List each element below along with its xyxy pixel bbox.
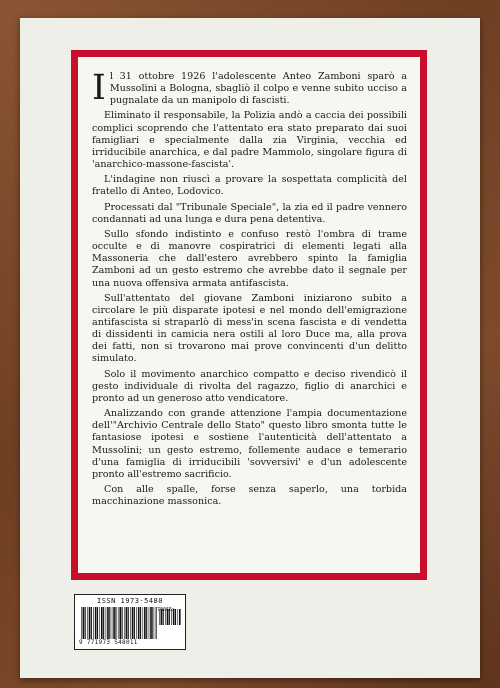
paragraph-3: L'indagine non riuscì a provare la sospettata complicità del fratello di Anteo, Lodovico. xyxy=(92,174,407,198)
paragraph-7: Solo il movimento anarchico compatto e deciso rivendicò il gesto individuale di rivolta del ragazzo, figlio di anarchici e pronto ad un generoso atto vendicatore. xyxy=(92,368,407,404)
barcode-label xyxy=(74,594,186,650)
drop-cap: I xyxy=(92,68,106,108)
paragraph-1: Il 31 ottobre 1926 l'adolescente Anteo Zamboni sparò a Mussolini a Bologna, sbagliò il colpo e venne subito ucciso a pugnalate da un manipolo di fascisti. xyxy=(92,68,407,108)
paragraph-8: Analizzando con grande attenzione l'ampia documentazione dell'"Archivio Centrale dello Stato" questo libro smonta tutte le fantasiose ipotesi e sostiene l'autenticità dell'attentato a Mussolini; un gesto estremo, follemente audace e temerario d'una famiglia di irriducibili 'sovversivi' e d'un adolescente pronto all'estremo sacrificio. xyxy=(92,408,407,480)
barcode-digits: 9 771973 548011 xyxy=(79,639,138,646)
paragraph-6: Sull'attentato del giovane Zamboni iniziarono subito a circolare le più disparate ipotesi e nel mondo dell'emigrazione antifascista si straparlò di mess'in scena fascista e di vendetta di dissidenti in camicia nera ostili al loro Duce ma, alla prova dei fatti, non si trovarono mai prove convincenti d'un delitto simulato. xyxy=(92,292,407,365)
blurb-text xyxy=(92,68,407,511)
issn-text: ISSN 1973-5480 xyxy=(96,597,163,605)
paragraph-4: Processati dal "Tribunale Speciale", la zia ed il padre vennero condannati ad una lunga e dura pena detentiva. xyxy=(92,201,407,225)
paragraph-9: Con alle spalle, forse senza saperlo, una torbida macchinazione massonica. xyxy=(92,484,407,508)
paragraph-2: Eliminato il responsabile, la Polizia andò a caccia dei possibili complici scoprendo che l'attentato era stato preparato dai suoi famigliari e specialmente dalla zia Virginia, vecchia ed irriducibile anarchica, e dal padre Mammolo, singolare figura di 'anarchico-massone-fascista'. xyxy=(92,110,407,171)
red-frame xyxy=(71,50,427,580)
paragraph-5: Sullo sfondo indistinto e confuso restò l'ombra di trame occulte e di manovre cospiratrici di elementi legati alla Massoneria che dall'estero avrebbero spinto la famiglia Zamboni ad un gesto estremo che avrebbe dato il segnale per una nuova offensiva armata antifascista. xyxy=(92,228,407,289)
barcode-bars xyxy=(81,607,157,639)
book-back-cover xyxy=(20,18,480,678)
barcode-supplement-digits: 70065> xyxy=(157,607,176,613)
